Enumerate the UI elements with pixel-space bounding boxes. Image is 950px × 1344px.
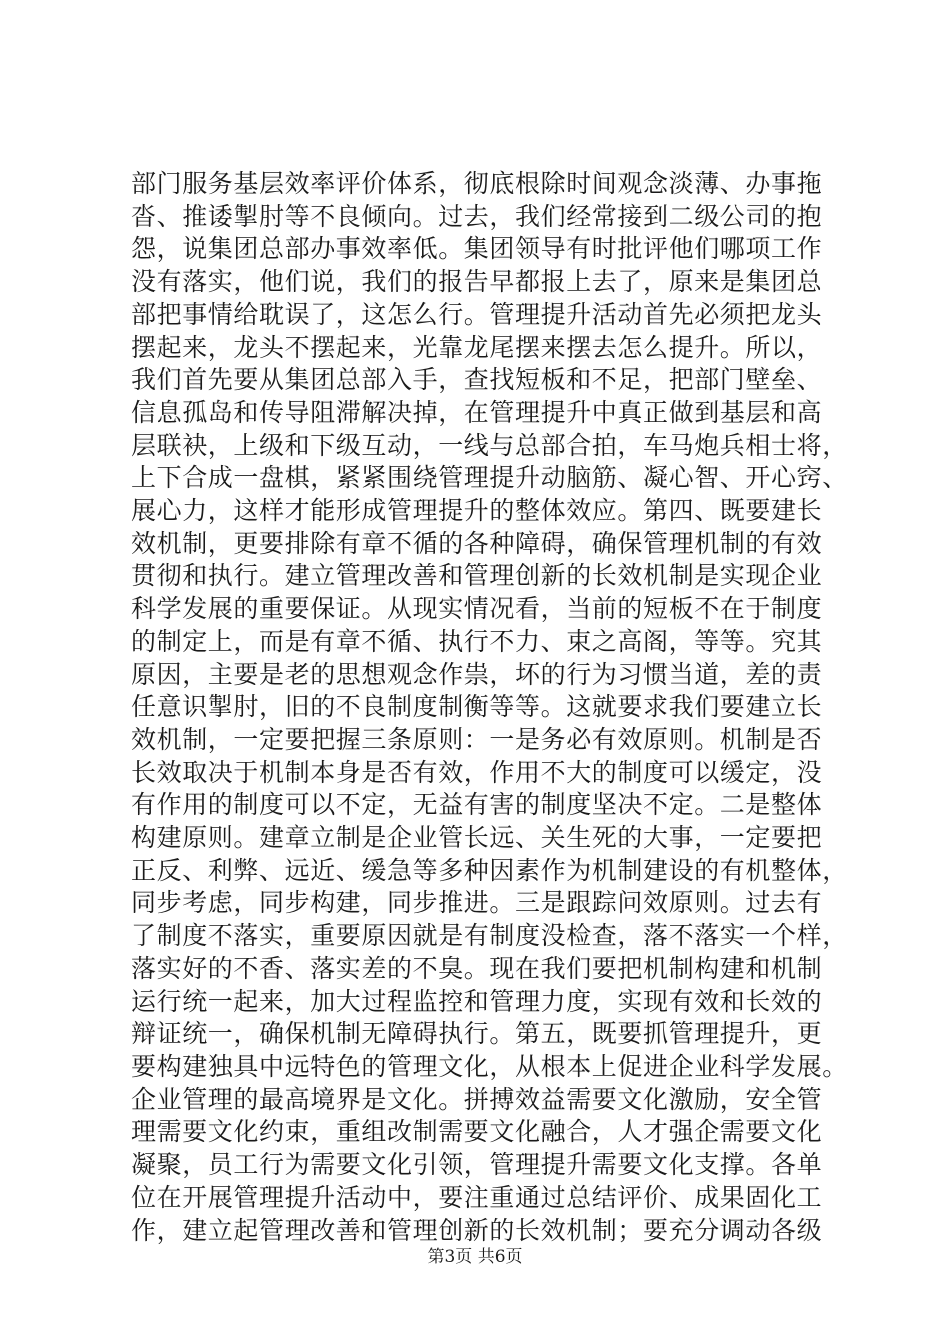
text-line: 企业管理的最高境界是文化。拼搏效益需要文化激励，安全管 <box>131 1084 823 1114</box>
text-line: 科学发展的重要保证。从现实情况看，当前的短板不在于制度 <box>131 594 823 624</box>
text-line: 怨，说集团总部办事效率低。集团领导有时批评他们哪项工作 <box>131 234 823 264</box>
text-line: 部把事情给耽误了，这怎么行。管理提升活动首先必须把龙头 <box>131 299 823 329</box>
text-line: 理需要文化约束，重组改制需要文化融合，人才强企需要文化 <box>131 1117 823 1147</box>
text-line: 辩证统一，确保机制无障碍执行。第五，既要抓管理提升，更 <box>131 1019 823 1049</box>
text-line: 效机制，一定要把握三条原则：一是务必有效原则。机制是否 <box>131 724 823 754</box>
text-line: 信息孤岛和传导阻滞解决掉，在管理提升中真正做到基层和高 <box>131 397 823 427</box>
text-line: 正反、利弊、远近、缓急等多种因素作为机制建设的有机整体， <box>131 855 848 885</box>
text-line: 效机制，更要排除有章不循的各种障碍，确保管理机制的有效 <box>131 528 823 558</box>
text-line: 摆起来，龙头不摆起来，光靠龙尾摆来摆去怎么提升。所以， <box>131 332 823 362</box>
text-line: 贯彻和执行。建立管理改善和管理创新的长效机制是实现企业 <box>131 561 823 591</box>
text-line: 上下合成一盘棋，紧紧围绕管理提升动脑筋、凝心智、开心窍、 <box>131 463 848 493</box>
text-line: 运行统一起来，加大过程监控和管理力度，实现有效和长效的 <box>131 986 823 1016</box>
text-line: 有作用的制度可以不定，无益有害的制度坚决不定。二是整体 <box>131 790 823 820</box>
text-line: 没有落实，他们说，我们的报告早都报上去了，原来是集团总 <box>131 267 823 297</box>
text-line: 长效取决于机制本身是否有效，作用不大的制度可以缓定，没 <box>131 757 823 787</box>
text-line: 了制度不落实，重要原因就是有制度没检查，落不落实一个样， <box>131 921 848 951</box>
text-line: 展心力，这样才能形成管理提升的整体效应。第四、既要建长 <box>131 496 823 526</box>
text-line: 落实好的不香、落实差的不臭。现在我们要把机制构建和机制 <box>131 953 823 983</box>
text-line: 同步考虑，同步构建，同步推进。三是跟踪问效原则。过去有 <box>131 888 823 918</box>
text-line: 作，建立起管理改善和管理创新的长效机制；要充分调动各级 <box>131 1215 823 1245</box>
text-line: 我们首先要从集团总部入手，查找短板和不足，把部门壁垒、 <box>131 365 823 395</box>
text-line: 部门服务基层效率评价体系，彻底根除时间观念淡薄、办事拖 <box>131 169 823 198</box>
text-line: 任意识掣肘，旧的不良制度制衡等等。这就要求我们要建立长 <box>131 692 823 722</box>
text-line: 凝聚，员工行为需要文化引领，管理提升需要文化支撑。各单 <box>131 1150 823 1180</box>
body-text <box>131 168 848 1247</box>
text-line: 要构建独具中远特色的管理文化，从根本上促进企业科学发展。 <box>131 1051 848 1081</box>
text-line: 沓、推诿掣肘等不良倾向。过去，我们经常接到二级公司的抱 <box>131 201 823 231</box>
page-footer: 第3页 共6页 <box>427 1247 523 1267</box>
text-line: 构建原则。建章立制是企业管长远、关生死的大事，一定要把 <box>131 823 823 853</box>
text-line: 层联袂，上级和下级互动，一线与总部合拍，车马炮兵相士将， <box>131 430 848 460</box>
text-line: 位在开展管理提升活动中，要注重通过总结评价、成果固化工 <box>131 1182 823 1212</box>
text-line: 原因，主要是老的思想观念作祟，坏的行为习惯当道，差的责 <box>131 659 823 689</box>
text-line: 的制定上，而是有章不循、执行不力、束之高阁，等等。究其 <box>131 626 823 656</box>
